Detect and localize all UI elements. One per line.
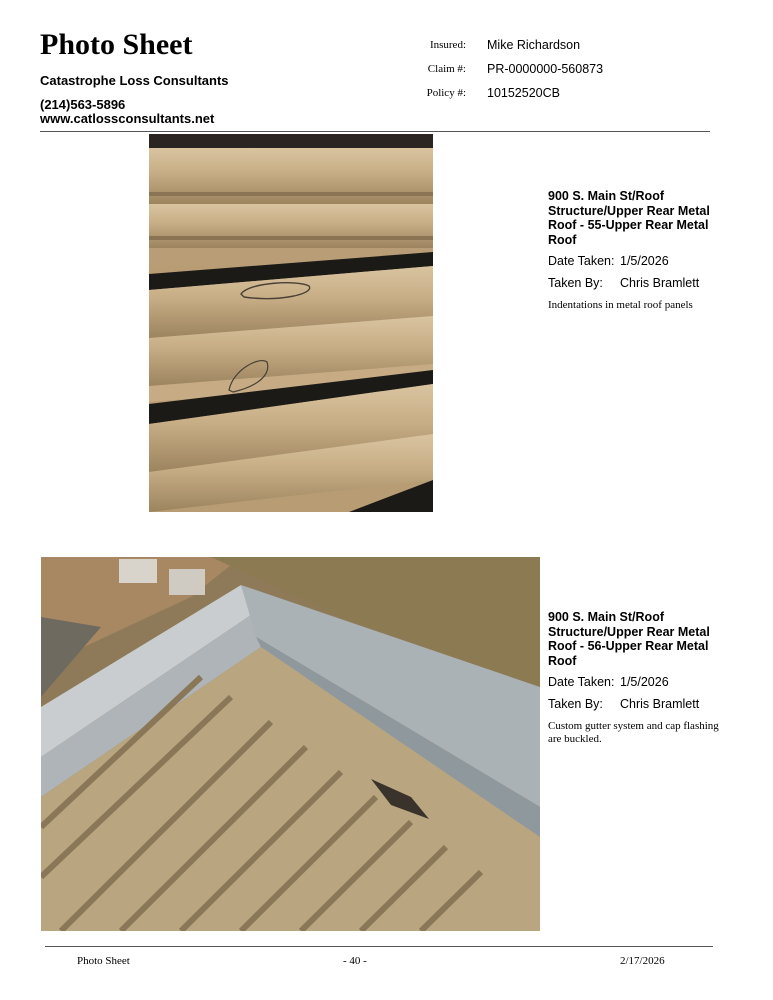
photo-1-caption-title: 900 S. Main St/Roof Structure/Upper Rear Metal Roof - 55-Upper Rear Metal Roof xyxy=(548,189,710,247)
footer-divider xyxy=(45,946,713,947)
photo-2-taken-by-label: Taken By: xyxy=(548,697,603,711)
company-name: Catastrophe Loss Consultants xyxy=(40,73,229,88)
photo-2-date-label: Date Taken: xyxy=(548,675,615,689)
photo-1-description: Indentations in metal roof panels xyxy=(548,299,693,311)
company-website: www.catlossconsultants.net xyxy=(40,111,215,126)
footer-date: 2/17/2026 xyxy=(620,955,665,967)
policy-label: Policy #: xyxy=(426,87,466,99)
header-divider xyxy=(40,131,710,132)
photo-1-taken-by: Chris Bramlett xyxy=(620,276,700,290)
claim-label: Claim #: xyxy=(427,63,466,75)
photo-2-date: 1/5/2026 xyxy=(620,675,669,689)
roof-panel-photo xyxy=(149,134,433,512)
photo-2-description: Custom gutter system and cap flashing are buckled. xyxy=(548,720,719,745)
page-title: Photo Sheet xyxy=(40,28,193,61)
footer-title: Photo Sheet xyxy=(77,955,130,967)
page-number: - 40 - xyxy=(343,955,367,967)
photo-1-date: 1/5/2026 xyxy=(620,254,669,268)
photo-1-date-label: Date Taken: xyxy=(548,254,615,268)
photo-2-taken-by: Chris Bramlett xyxy=(620,697,700,711)
roof-panel-image xyxy=(149,134,433,512)
policy-value: 10152520CB xyxy=(487,86,560,100)
gutter-image xyxy=(41,557,540,931)
company-phone: (214)563-5896 xyxy=(40,97,126,112)
photo-2-caption-title: 900 S. Main St/Roof Structure/Upper Rear Metal Roof - 56-Upper Rear Metal Roof xyxy=(548,610,710,668)
insured-value: Mike Richardson xyxy=(487,38,581,52)
photo-1-taken-by-label: Taken By: xyxy=(548,276,603,290)
insured-label: Insured: xyxy=(429,39,466,51)
claim-value: PR-0000000-560873 xyxy=(487,62,604,76)
gutter-photo xyxy=(41,557,540,931)
